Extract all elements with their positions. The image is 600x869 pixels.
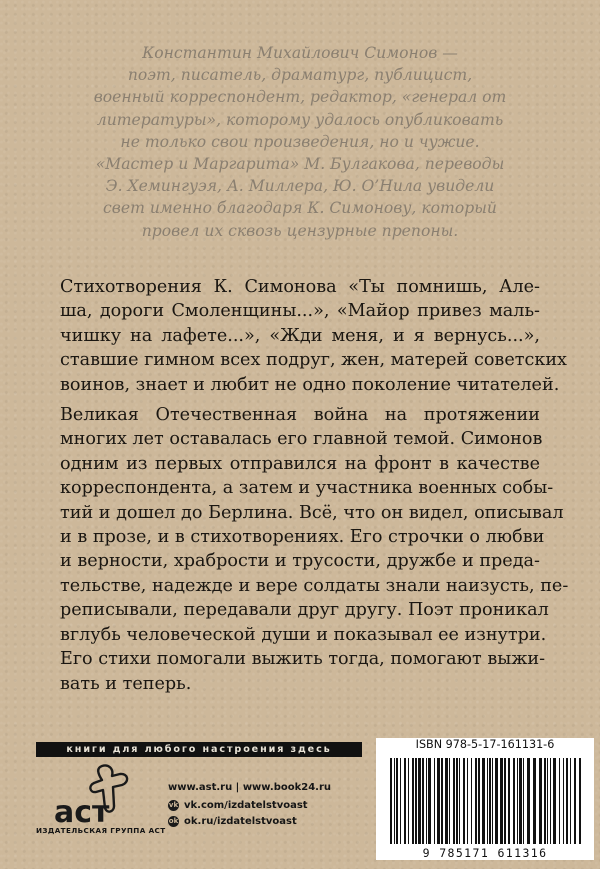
- intro-line: поэт, писатель, драматург, публицист,: [127, 66, 473, 85]
- barcode-bar: [449, 758, 450, 844]
- barcode-bar: [453, 758, 455, 844]
- text-line: Его стихи помогали выжить тогда, помогают выжи-: [60, 649, 546, 670]
- intro-line: Э. Хемингуэя, А. Миллера, Ю. О’Нила увидели: [105, 177, 495, 196]
- barcode-bar: [519, 758, 522, 844]
- barcode-bar: [489, 758, 491, 844]
- barcode-digits: 9 785171 611316: [422, 846, 548, 860]
- intro-line: провел их сквозь цензурные препоны.: [141, 221, 459, 240]
- barcode-bar: [563, 758, 564, 844]
- barcode-bar: [508, 758, 510, 844]
- tagline-banner: книги для любого настроения здесь: [36, 742, 362, 757]
- barcode-bar: [492, 758, 493, 844]
- text-line: ша, дороги Смоленщины...», «Майор привез маль-: [60, 301, 540, 322]
- text-line: вглубь человеческой души и показывал ее изнутри.: [60, 624, 547, 645]
- barcode-bar: [408, 758, 409, 844]
- barcode-bar: [513, 758, 515, 844]
- logo-wordmark: аст: [54, 795, 110, 828]
- barcode-bar: [539, 758, 542, 844]
- barcode-bar: [478, 758, 480, 844]
- isbn-label: ISBN 978-5-17-161131-6: [415, 738, 555, 751]
- annotation-text: [60, 275, 569, 696]
- ok-link[interactable]: [168, 813, 331, 829]
- barcode-bar: [428, 758, 431, 844]
- intro-line: не только свои произведения, но и чужие.: [120, 132, 480, 151]
- barcode-bar: [533, 758, 536, 844]
- barcode-bar: [459, 758, 460, 844]
- barcode-bar: [574, 758, 576, 844]
- barcode-bar: [445, 758, 448, 844]
- text-line: вать и теперь.: [60, 673, 192, 694]
- barcode-bar: [394, 758, 395, 844]
- barcode-bar: [579, 758, 581, 844]
- text-line: тий и дошел до Берлина. Всё, что он видел, описывал: [60, 502, 564, 523]
- ok-link-text: ok.ru/izdatelstvoast: [184, 815, 297, 827]
- barcode-bar: [517, 758, 518, 844]
- barcode-bar: [434, 758, 435, 844]
- text-line: многих лет оставалась его главной темой. Симонов: [60, 429, 543, 450]
- barcode-bar: [467, 758, 468, 844]
- barcode-bar: [426, 758, 427, 844]
- text-line: ставшие гимном всех подруг, жен, матерей советских: [60, 350, 567, 371]
- barcode-bar: [396, 758, 398, 844]
- barcode-bar: [547, 758, 548, 844]
- barcode-bar: [400, 758, 401, 844]
- barcode-bar: [415, 758, 417, 844]
- barcode-bar: [404, 758, 406, 844]
- websites-link[interactable]: www.ast.ru | www.book24.ru: [168, 781, 332, 793]
- barcode-bar: [471, 758, 472, 844]
- text-line: тельстве, надежде и вере солдаты знали наизусть, пе-: [60, 575, 569, 596]
- text-line: и в прозе, и в стихотворениях. Его строчки о любви: [60, 527, 545, 548]
- barcode-bar: [504, 758, 506, 844]
- barcode-bar: [475, 758, 477, 844]
- barcode-bar: [527, 758, 530, 844]
- barcode-bar: [482, 758, 485, 844]
- publisher-links: [168, 777, 331, 829]
- author-intro: [0, 42, 600, 242]
- barcode-bar: [412, 758, 414, 844]
- intro-line: «Мастер и Маргарита» М. Булгакова, переводы: [95, 155, 505, 174]
- vk-icon: vk: [168, 800, 179, 809]
- vk-link[interactable]: [168, 797, 331, 813]
- barcode-bar: [487, 758, 488, 844]
- barcode-bar: [523, 758, 524, 844]
- text-line: одним из первых отправился на фронт в качестве: [60, 453, 540, 474]
- barcode-bar: [500, 758, 503, 844]
- intro-line: военный корреспондент, редактор, «генерал от: [93, 88, 507, 107]
- text-line: Великая Отечественная война на протяжении: [60, 405, 540, 426]
- barcode-bar: [566, 758, 568, 844]
- text-line: чишку на лафете...», «Жди меня, и я вернусь...»,: [60, 325, 540, 346]
- barcode-bar: [463, 758, 465, 844]
- ast-logo-icon: [50, 762, 146, 828]
- barcode-bar: [550, 758, 551, 844]
- barcode-bar: [422, 758, 424, 844]
- text-line: воинов, знает и любит не одно поколение читателей.: [60, 374, 560, 395]
- barcode-bar: [559, 758, 560, 844]
- barcode-bar: [437, 758, 440, 844]
- barcode-bar: [390, 758, 392, 844]
- barcode-bar: [544, 758, 546, 844]
- barcode-icon: [376, 738, 594, 860]
- ok-icon: ok: [168, 816, 179, 825]
- text-line: Стихотворения К. Симонова «Ты помнишь, Але-: [60, 277, 540, 297]
- vk-link-text: vk.com/izdatelstvoast: [184, 799, 308, 811]
- intro-line: свет именно благодаря К. Симонову, который: [103, 199, 497, 218]
- intro-line: Константин Михайлович Симонов —: [142, 44, 458, 62]
- text-line: корреспондента, а затем и участника военных собы-: [60, 478, 554, 499]
- barcode-bar: [570, 758, 571, 844]
- barcode-bar: [495, 758, 498, 844]
- publisher-label: ИЗДАТЕЛЬСКАЯ ГРУППА АСТ: [36, 826, 166, 835]
- barcode-bar: [456, 758, 458, 844]
- text-line: реписывали, передавали друг другу. Поэт проникал: [60, 600, 549, 621]
- barcode-bar: [553, 758, 556, 844]
- intro-line: литературы», которому удалось опубликовать: [96, 110, 504, 129]
- barcode-bar: [418, 758, 421, 844]
- barcode-bar: [441, 758, 443, 844]
- text-line: и верности, храбрости и трусости, дружбе и преда-: [60, 551, 540, 572]
